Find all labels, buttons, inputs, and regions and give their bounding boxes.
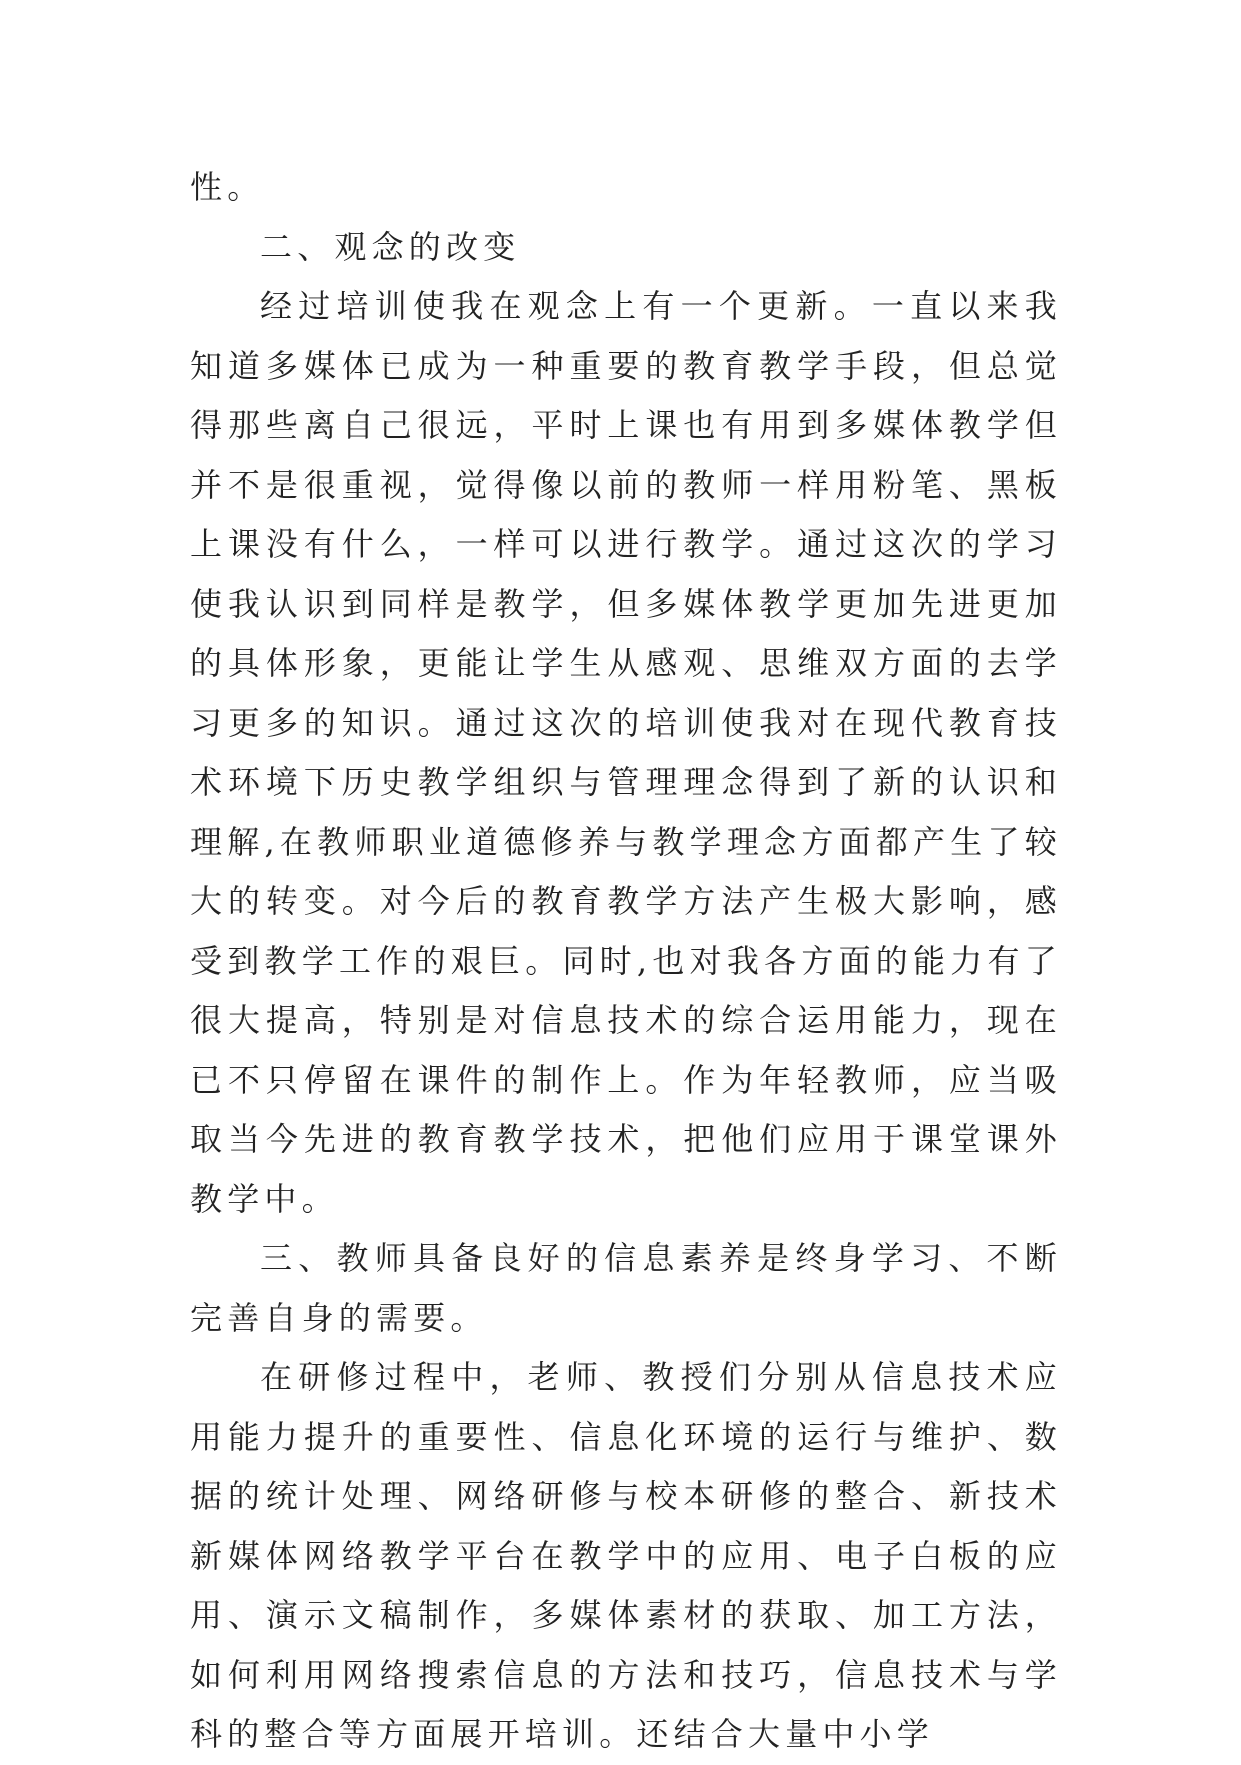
- paragraph-continuation: 性。: [190, 168, 265, 206]
- paragraph-training-content: 在研修过程中，老师、教授们分别从信息技术应用能力提升的重要性、信息化环境的运行与维护、数据的统计处理、网络研修与校本研修的整合、新技术新媒体网络教学平台在教学中的应用、电子白板的应用、演示文稿制作，多媒体素材的获取、加工方法，如何利用网络搜索信息的方法和技巧，信息技术与学科的整合等方面展开培训。还结合大量中小学: [190, 1358, 1062, 1753]
- paragraph-concept-change: 经过培训使我在观念上有一个更新。一直以来我知道多媒体已成为一种重要的教育教学手段，但总觉得那些离自己很远，平时上课也有用到多媒体教学但并不是很重视，觉得像以前的教师一样用粉笔、黑板上课没有什么，一样可以进行教学。通过这次的学习使我认识到同样是教学，但多媒体教学更加先进更加的具体形象，更能让学生从感观、思维双方面的去学习更多的知识。通过这次的培训使我对在现代教育技术环境下历史教学组织与管理理念得到了新的认识和理解,在教师职业道德修养与教学理念方面都产生了较大的转变。对今后的教育教学方法产生极大影响，感受到教学工作的艰巨。同时,也对我各方面的能力有了很大提高，特别是对信息技术的综合运用能力，现在已不只停留在课件的制作上。作为年轻教师，应当吸取当今先进的教育教学技术，把他们应用于课堂课外教学中。: [190, 287, 1062, 1218]
- section-heading-2: 二、观念的改变: [260, 227, 521, 266]
- section-heading-3: 三、教师具备良好的信息素养是终身学习、不断完善自身的需要。: [190, 1239, 1062, 1337]
- document-body: [190, 158, 1062, 1765]
